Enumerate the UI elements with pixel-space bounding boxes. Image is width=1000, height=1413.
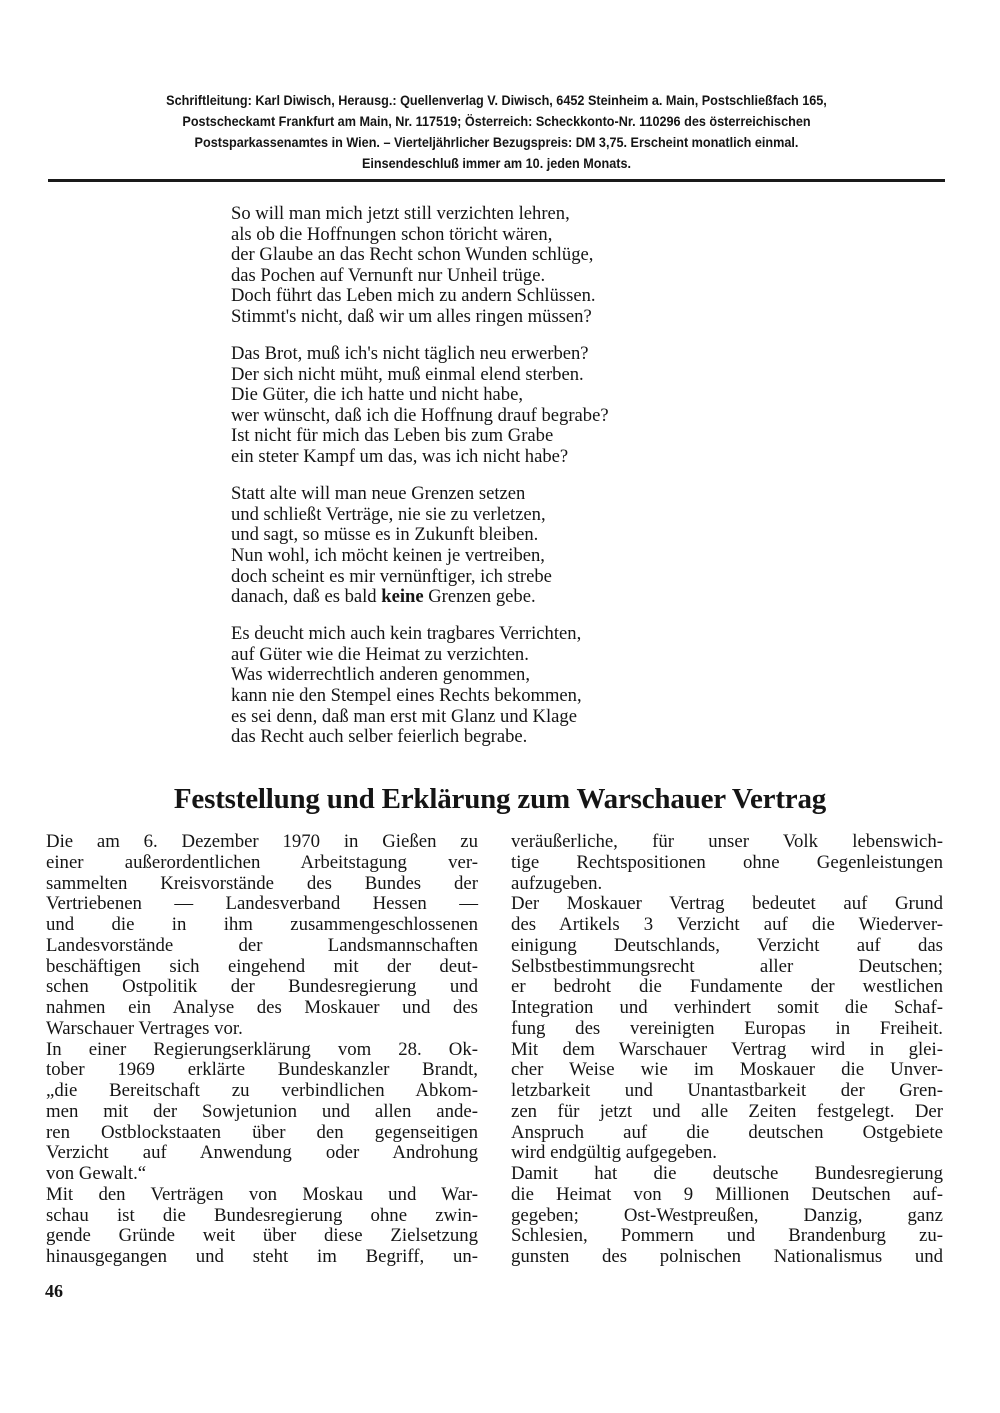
article-paragraph [46, 1040, 478, 1185]
article-line: Warschauer Vertrages vor. [46, 1017, 243, 1039]
article-line: er bedroht die Fundamente der westlichen [511, 976, 943, 998]
poem-line: So will man mich jetzt still verzichten lehren, [231, 203, 570, 224]
poem-line: kann nie den Stempel eines Rechts bekommen, [231, 684, 582, 706]
article-paragraph [511, 894, 943, 1164]
poem-line: wer wünscht, daß ich die Hoffnung drauf begrabe? [231, 404, 609, 426]
article-paragraph [511, 1164, 943, 1268]
article-line: aufzugeben. [511, 872, 603, 894]
masthead-line: Schriftleitung: Karl Diwisch, Herausg.: Quellenverlag V. Diwisch, 6452 Steinheim a. Main, Postschließfach 165, [166, 93, 827, 108]
article-line: hinausgegangen und steht im Begriff, un- [46, 1246, 478, 1267]
article-line: In einer Regierungserklärung vom 28. Ok- [46, 1038, 478, 1060]
poem-line: Doch führt das Leben mich zu andern Schlüssen. [231, 285, 596, 307]
article-line: schen Ostpolitik der Bundesregierung und [46, 976, 478, 998]
poem-stanza [231, 624, 609, 748]
article-line: cher Weise wie im Moskauer die Unver- [511, 1059, 943, 1081]
masthead-divider [48, 179, 945, 182]
article-line: veräußerliche, für unser Volk lebenswich- [511, 831, 943, 852]
article-line: Anspruch auf die deutschen Ostgebiete [511, 1121, 943, 1143]
article-line: gegeben; Ost-Westpreußen, Danzig, ganz [511, 1204, 943, 1226]
article-line: Selbstbestimmungsrecht aller Deutschen; [511, 955, 943, 977]
poem-line [231, 587, 609, 608]
article-paragraph [511, 832, 943, 894]
article-line: nahmen ein Analyse des Moskauer und des [46, 997, 478, 1018]
poem-line: der Glaube an das Recht schon Wunden schlüge, [231, 244, 594, 266]
poem-line: Statt alte will man neue Grenzen setzen [231, 483, 526, 505]
article-line: wird endgültig aufgegeben. [511, 1142, 718, 1164]
article-line: men mit der Sowjetunion und allen ande- [46, 1100, 478, 1122]
poem-stanza [231, 204, 609, 328]
article-line: schau ist die Bundesregierung ohne zwin- [46, 1204, 478, 1226]
article-line: die Heimat von 9 Millionen Deutschen auf- [511, 1183, 943, 1205]
article-line: beschäftigen sich eingehend mit der deut- [46, 955, 478, 977]
article-line: Damit hat die deutsche Bundesregierung [511, 1163, 943, 1184]
masthead-line: Postscheckamt Frankfurt am Main, Nr. 117519; Österreich: Scheckkonto-Nr. 110296 des österreichischen [182, 114, 811, 129]
article-left-column [46, 832, 478, 1268]
article-line: Verzicht auf Anwendung oder Androhung [46, 1142, 478, 1164]
poem-text: Grenzen gebe. [423, 586, 536, 608]
article-line: Integration und verhindert somit die Schaf- [511, 997, 943, 1018]
poem-emphasis: keine [381, 586, 424, 608]
article-line: Der Moskauer Vertrag bedeutet auf Grund [511, 893, 943, 915]
article-line: sammelten Kreisvorstände des Bundes der [46, 872, 478, 894]
article-line: einer außerordentlichen Arbeitstagung ver- [46, 851, 478, 873]
poem-line: Was widerrechtlich anderen genommen, [231, 664, 530, 686]
article-line: und die in ihm zusammengeschlossenen [46, 914, 478, 935]
poem-line: ein steter Kampf um das, was ich nicht habe? [231, 446, 569, 468]
poem-line: das Pochen auf Vernunft nur Unheil trüge. [231, 264, 546, 286]
article-paragraph [46, 1185, 478, 1268]
article-line: Landesvorstände der Landsmannschaften [46, 934, 478, 956]
article-title: Feststellung und Erklärung zum Warschauer Vertrag [173, 783, 827, 815]
article-line: Mit dem Warschauer Vertrag wird in glei- [511, 1038, 943, 1060]
poem-line: das Recht auch selber feierlich begrabe. [231, 726, 528, 748]
masthead-line: Einsendeschluß immer am 10. jeden Monats. [361, 156, 632, 171]
article-line: fung des vereinigten Europas in Freiheit. [511, 1017, 943, 1039]
poem-line: Stimmt's nicht, daß wir um alles ringen müssen? [231, 305, 592, 327]
article-line: von Gewalt.“ [46, 1163, 147, 1184]
page-number: 46 [45, 1281, 63, 1301]
article-line: zen für jetzt und alle Zeiten festgelegt. Der [511, 1100, 943, 1122]
poem-line: doch scheint es mir vernünftiger, ich strebe [231, 565, 552, 587]
poem-line: Nun wohl, ich möcht keinen je vertreiben, [231, 544, 545, 566]
article-line: Mit den Verträgen von Moskau und War- [46, 1183, 478, 1205]
article-right-column [511, 832, 943, 1268]
article-line: „die Bereitschaft zu verbindlichen Abkom- [46, 1080, 478, 1101]
poem-text: danach, daß es bald [231, 586, 382, 608]
article-line: letzbarkeit und Unantastbarkeit der Gren- [511, 1080, 943, 1101]
article-line: ren Ostblockstaaten über den gegenseitigen [46, 1121, 478, 1143]
poem-line: Die Güter, die ich hatte und nicht habe, [231, 384, 524, 406]
poem-line: Ist nicht für mich das Leben bis zum Grabe [231, 425, 554, 447]
poem-line: und sagt, so müsse es in Zukunft bleiben. [231, 524, 539, 546]
poem-line: und schließt Verträge, nie sie zu verletzen, [231, 503, 546, 525]
poem-stanza [231, 484, 609, 608]
poem [231, 204, 609, 764]
poem-line: als ob die Hoffnungen schon töricht wären, [231, 223, 553, 245]
article-line: Schlesien, Pommern und Brandenburg zu- [511, 1225, 943, 1247]
article-line: Die am 6. Dezember 1970 in Gießen zu [46, 831, 478, 852]
masthead-line: Postsparkassenamtes in Wien. – Vierteljährlicher Bezugspreis: DM 3,75. Erscheint monatlich einmal. [194, 135, 799, 150]
poem-line: Das Brot, muß ich's nicht täglich neu erwerben? [231, 343, 589, 365]
masthead [79, 90, 913, 174]
article-paragraph [46, 832, 478, 1040]
poem-stanza [231, 344, 609, 468]
poem-line: Es deucht mich auch kein tragbares Verrichten, [231, 623, 582, 645]
article-line: tige Rechtspositionen ohne Gegenleistungen [511, 851, 943, 873]
article-line: einigung Deutschlands, Verzicht auf das [511, 934, 943, 956]
article-line: gende Gründe weit über diese Zielsetzung [46, 1225, 478, 1247]
poem-line: auf Güter wie die Heimat zu verzichten. [231, 643, 529, 665]
article-line: gunsten des polnischen Nationalismus und [511, 1246, 943, 1267]
article-line: Vertriebenen — Landesverband Hessen — [46, 893, 478, 915]
article-line: des Artikels 3 Verzicht auf die Wiederver- [511, 914, 943, 935]
article-line: tober 1969 erklärte Bundeskanzler Brandt, [46, 1059, 478, 1081]
poem-line: Der sich nicht müht, muß einmal elend sterben. [231, 363, 584, 385]
poem-line: es sei denn, daß man erst mit Glanz und Klage [231, 705, 577, 727]
